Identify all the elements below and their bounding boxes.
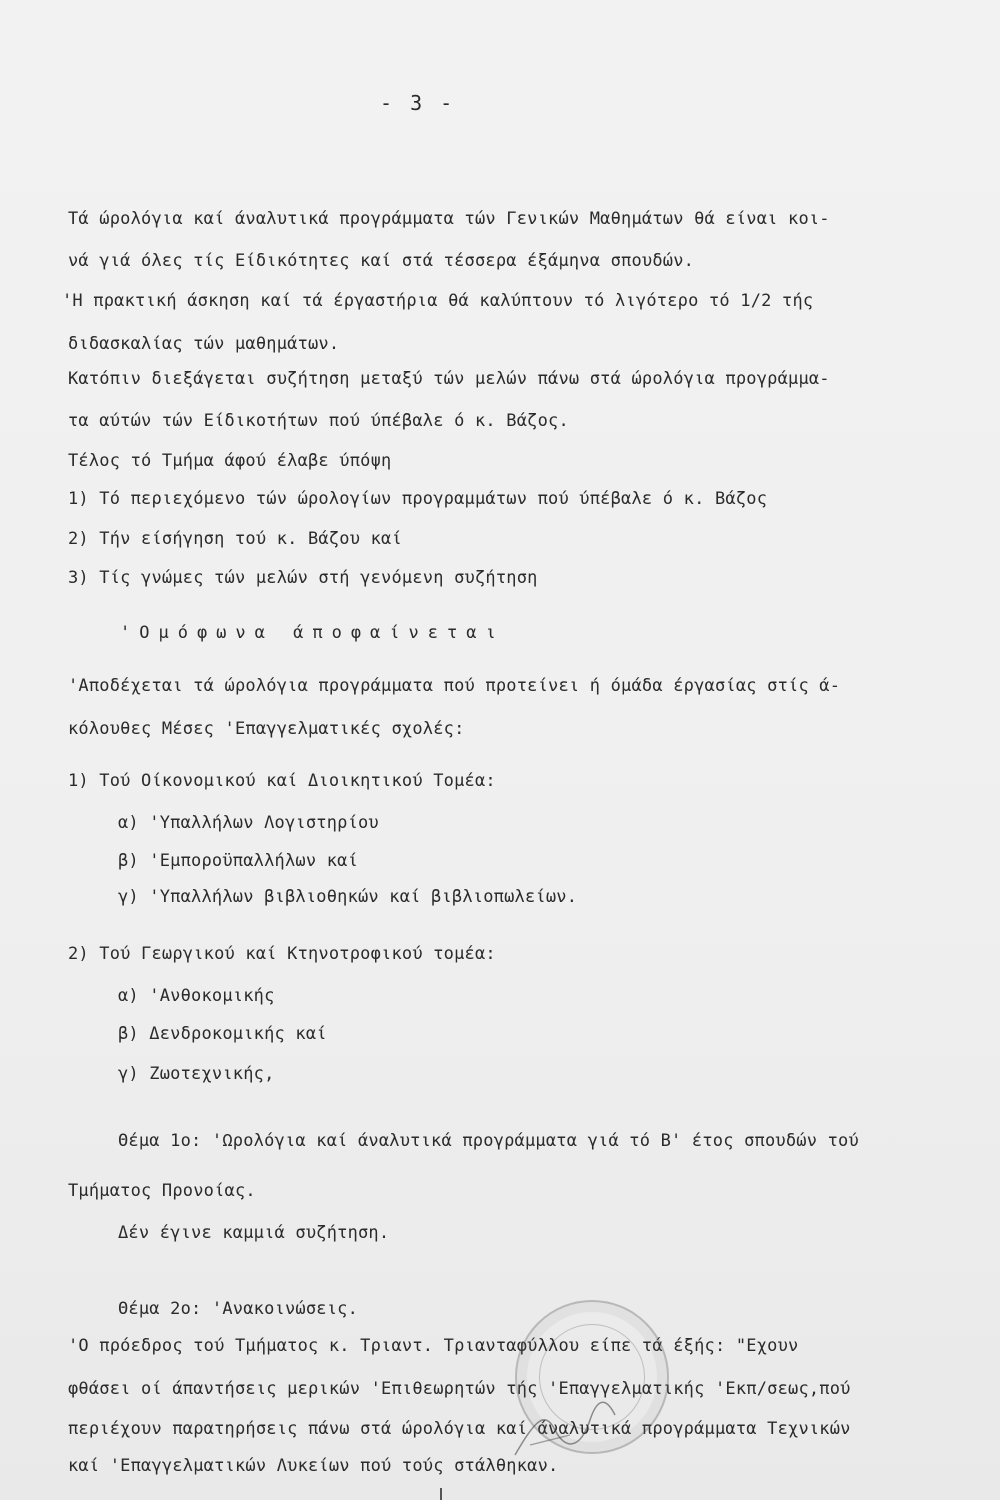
text-line: Δέν έγινε καμμιά συζήτηση. (118, 1223, 390, 1243)
list-item: β) 'Εμποροϋπαλλήλων καί (118, 851, 359, 871)
list-item: 3) Τίς γνώμες τών μελών στή γενόμενη συζήτηση (68, 568, 538, 588)
text-line: Κατόπιν διεξάγεται συζήτηση μεταξύ τών μελών πάνω στά ώρολόγια προγράμμα- (68, 369, 830, 389)
topic-heading: Θέμα 1ο: 'Ωρολόγια καί άναλυτικά προγράμματα γιά τό Β' έτος σπουδών τού (118, 1131, 859, 1151)
list-item: α) 'Ανθοκομικής (118, 986, 275, 1006)
section-heading: 2) Τού Γεωργικού καί Κτηνοτροφικού τομέα: (68, 944, 496, 964)
text-line: νά γιά όλες τίς Είδικότητες καί στά τέσσερα έξάμηνα σπουδών. (68, 251, 695, 271)
text-line: 'Αποδέχεται τά ώρολόγια προγράμματα πού προτείνει ή όμάδα έργασίας στίς ά- (68, 676, 841, 696)
topic-heading: Θέμα 2ο: 'Ανακοινώσεις. (118, 1299, 359, 1319)
decision-heading: 'Ομόφωνα άποφαίνεται (120, 623, 505, 643)
list-item: α) 'Υπαλλήλων Λογιστηρίου (118, 813, 379, 833)
text-line: τα αύτών τών Είδικοτήτων πού ύπέβαλε ό κ. Βάζος. (68, 411, 569, 431)
text-line: 'Ο πρόεδρος τού Τμήματος κ. Τριαντ. Τριανταφύλλου είπε τά έξής: "Εχουν (68, 1336, 799, 1356)
text-line: Τέλος τό Τμήμα άφού έλαβε ύπόψη (68, 451, 392, 471)
text-line: καί 'Επαγγελματικών Λυκείων πού τούς στάλθηκαν. (68, 1456, 559, 1476)
text-line: περιέχουν παρατηρήσεις πάνω στά ώρολόγια καί άναλυτικά προγράμματα Τεχνικών (68, 1419, 851, 1439)
text-line: 'Η πρακτική άσκηση καί τά έργαστήρια θά καλύπτουν τό λιγότερο τό 1/2 τής (62, 291, 814, 311)
list-item: γ) Ζωοτεχνικής, (118, 1064, 275, 1084)
signature-icon (510, 1400, 620, 1460)
list-item: 2) Τήν είσήγηση τού κ. Βάζου καί (68, 529, 402, 549)
margin-mark (440, 1488, 442, 1500)
list-item: 1) Τό περιεχόμενο τών ώρολογίων προγραμμάτων πού ύπέβαλε ό κ. Βάζος (68, 489, 768, 509)
section-heading: 1) Τού Οίκονομικού καί Διοικητικού Τομέα: (68, 771, 496, 791)
text-line: φθάσει οί άπαντήσεις μερικών 'Επιθεωρητών τής 'Επαγγελματικής 'Εκπ/σεως,πού (68, 1379, 851, 1399)
page-number: - 3 - (380, 91, 456, 115)
text-line: διδασκαλίας τών μαθημάτων. (68, 334, 340, 354)
list-item: γ) 'Υπαλλήλων βιβλιοθηκών καί βιβλιοπωλείων. (118, 887, 578, 907)
text-line: Τά ώρολόγια καί άναλυτικά προγράμματα τών Γενικών Μαθημάτων θά είναι κοι- (68, 209, 830, 229)
list-item: β) Δενδροκομικής καί (118, 1024, 327, 1044)
text-line: Τμήματος Προνοίας. (68, 1181, 256, 1201)
text-line: κόλουθες Μέσες 'Επαγγελματικές σχολές: (68, 719, 465, 739)
